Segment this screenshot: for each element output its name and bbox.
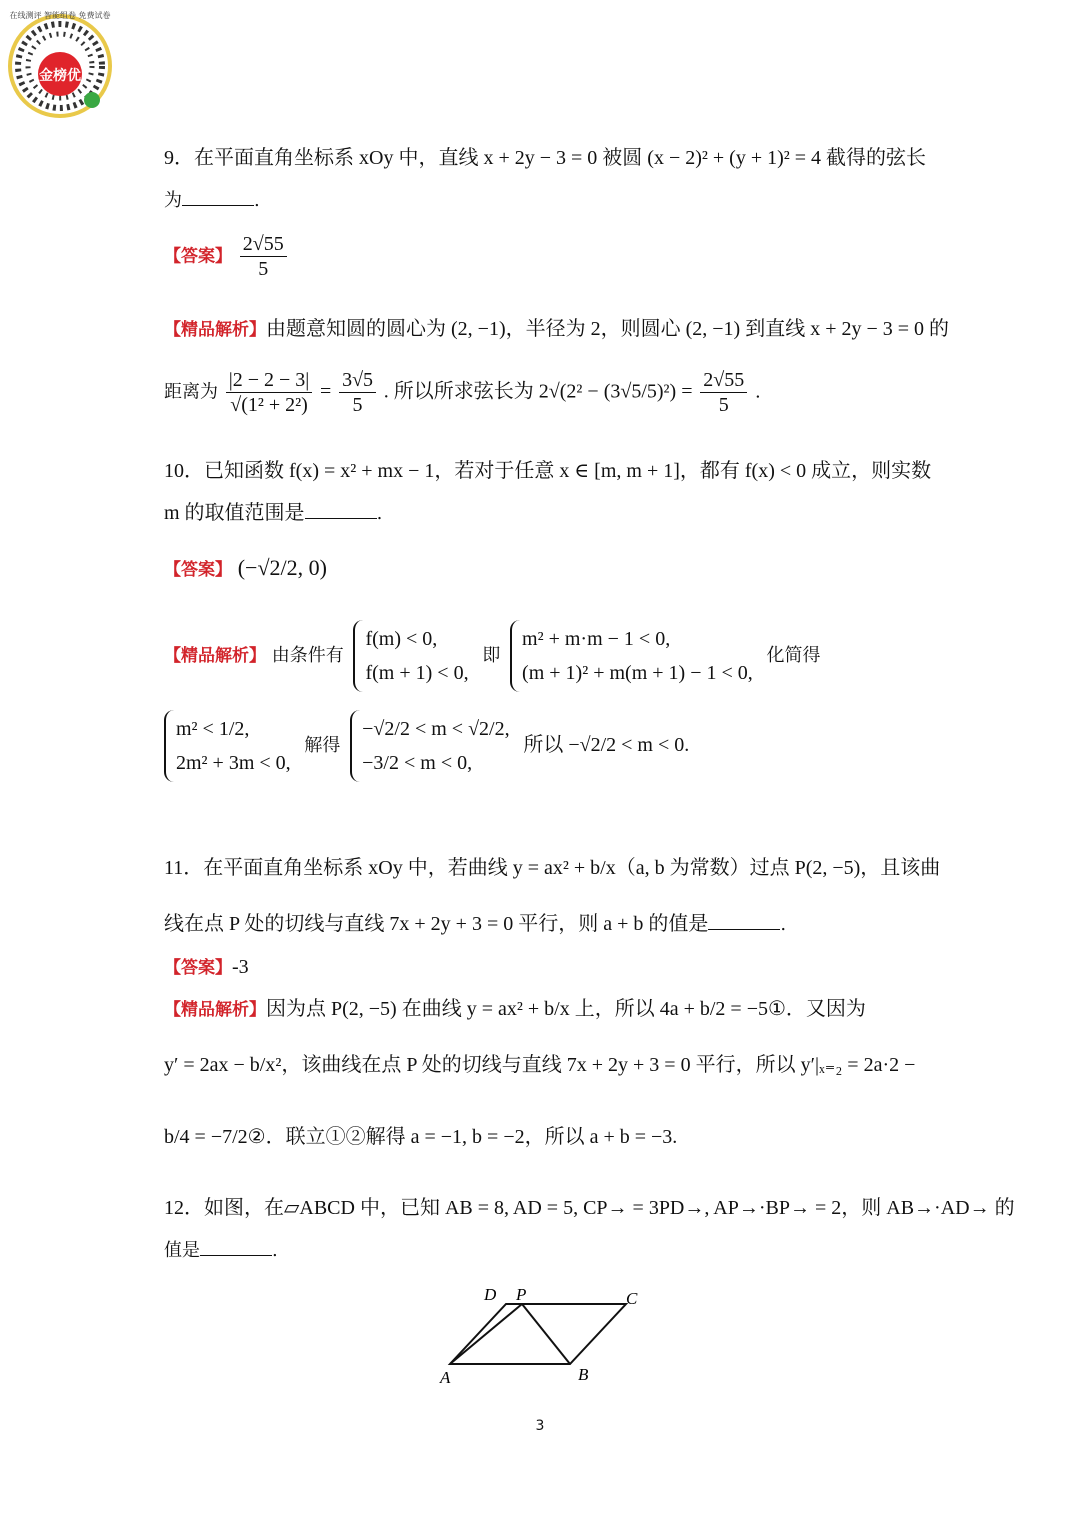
- q9-analysis-line2: 距离为 $\frac{|2 - 2 - 3|}{\text{√(1² + 2²)}}$ = $\frac{3√5}{5}$ . 所以所求弦长为 2√(2² − (3√5/5)²) = $\frac{2√55}{5}$ .: [164, 369, 761, 416]
- q11-analysis-line2: y′ = 2ax − b/x²，该曲线在点 P 处的切线与直线 7x + 2y + 3 = 0 平行，所以 y′|ₓ₌₂ = 2a·2 −: [164, 1054, 916, 1076]
- logo-arc-text: 在线测评 智能组卷 免费试卷: [9, 11, 111, 20]
- parallelogram-figure: [430, 1280, 660, 1390]
- label-a: A: [440, 1368, 451, 1387]
- q12-stem-line1: 12．如图，在▱ABCD 中，已知 AB = 8, AD = 5, CP→ = 3PD→, AP→·BP→ = 2，则 AB→·AD→ 的: [164, 1197, 1015, 1219]
- analysis-tag: 【精品解析】: [164, 1000, 266, 1020]
- analysis-tag: 【精品解析】: [164, 320, 266, 340]
- q10-answer: 【答案】 (−√2/2, 0): [164, 555, 327, 580]
- label-c: C: [626, 1289, 638, 1308]
- q9-stem-line2: 为 .: [164, 190, 260, 211]
- q12-stem-line2: 值是 .: [164, 1240, 278, 1261]
- q9-answer-blank: [182, 189, 254, 206]
- q10-answer-blank: [305, 502, 377, 519]
- jinbangyou-logo: [6, 4, 114, 124]
- label-p: P: [516, 1285, 527, 1304]
- q12-answer-blank: [200, 1239, 272, 1256]
- q10-stem-line2: m 的取值范围是 .: [164, 502, 383, 524]
- q11-analysis-line1: 【精品解析】因为点 P(2, −5) 在曲线 y = ax² + b/x 上，所以 4a + b/2 = −5①．又因为: [164, 998, 866, 1020]
- q11-stem-line2: 线在点 P 处的切线与直线 7x + 2y + 3 = 0 平行，则 a + b 的值是 .: [164, 913, 787, 935]
- answer-tag: 【答案】: [164, 560, 232, 580]
- page-number: 3: [535, 1418, 545, 1434]
- label-b: B: [578, 1365, 589, 1384]
- analysis-tag: 【精品解析】: [164, 646, 266, 666]
- answer-tag: 【答案】: [164, 958, 232, 978]
- q9-analysis-line1: 【精品解析】由题意知圆的圆心为 (2, −1)，半径为 2，则圆心 (2, −1) 到直线 x + 2y − 3 = 0 的: [164, 318, 950, 340]
- q9-stem-line1: 9．在平面直角坐标系 xOy 中，直线 x + 2y − 3 = 0 被圆 (x − 2)² + (y + 1)² = 4 截得的弦长: [164, 147, 927, 169]
- label-d: D: [484, 1285, 497, 1304]
- segment-ap: [450, 1304, 522, 1364]
- q9-answer: 【答案】 $\frac{2√55}{5}$: [164, 232, 289, 281]
- parallelogram-abcd: [450, 1304, 626, 1364]
- q10-analysis-line2: m² < 1/2, 2m² + 3m < 0, 解得 −√2/2 < m < √2/2, −3/2 < m < 0, 所以 −√2/2 < m < 0.: [164, 710, 689, 782]
- q10-analysis-line1: 【精品解析】 由条件有 f(m) < 0, f(m + 1) < 0, 即 m² + m·m − 1 < 0, (m + 1)² + m(m + 1) − 1 < 0, 化简得: [164, 620, 820, 692]
- answer-tag: 【答案】: [164, 246, 232, 267]
- q11-stem-line1: 11．在平面直角坐标系 xOy 中，若曲线 y = ax² + b/x（a, b 为常数）过点 P(2, −5)，且该曲: [164, 857, 941, 879]
- logo-brand-text: 金榜优: [39, 68, 81, 84]
- segment-bp: [522, 1304, 570, 1364]
- q11-answer: 【答案】-3: [164, 956, 249, 978]
- q10-stem-line1: 10．已知函数 f(x) = x² + mx − 1，若对于任意 x ∈ [m, m + 1]，都有 f(x) < 0 成立，则实数: [164, 460, 932, 482]
- q11-analysis-line3: b/4 = −7/2②．联立①②解得 a = −1, b = −2，所以 a + b = −3.: [164, 1126, 678, 1148]
- q11-answer-blank: [708, 913, 780, 930]
